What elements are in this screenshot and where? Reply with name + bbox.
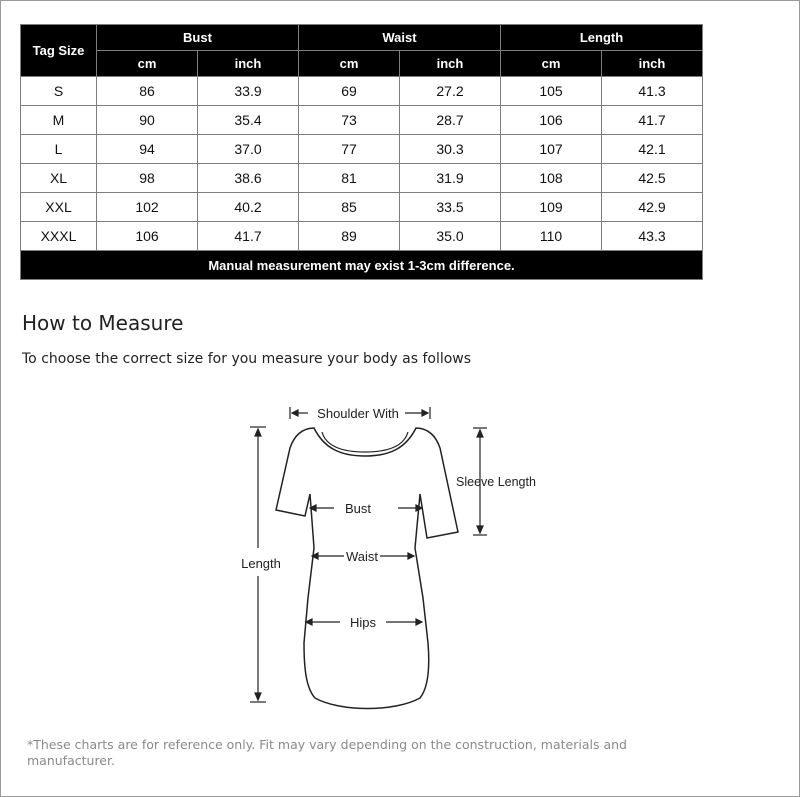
value-cell: 42.1 <box>602 135 703 164</box>
table-row <box>21 106 703 135</box>
value-cell: 41.7 <box>198 222 299 251</box>
value-cell: 107 <box>501 135 602 164</box>
value-cell: 31.9 <box>400 164 501 193</box>
header-bust: Bust <box>97 25 299 51</box>
value-cell: 90 <box>97 106 198 135</box>
table-row <box>21 193 703 222</box>
value-cell: 30.3 <box>400 135 501 164</box>
shoulder-label: Shoulder With <box>317 406 399 421</box>
value-cell: 35.4 <box>198 106 299 135</box>
hips-label: Hips <box>349 615 377 630</box>
value-cell: 86 <box>97 77 198 106</box>
unit-header: inch <box>400 51 501 77</box>
sleeve-length-label: Sleeve Length <box>456 475 536 489</box>
value-cell: 108 <box>501 164 602 193</box>
value-cell: 41.3 <box>602 77 703 106</box>
size-chart-table <box>20 24 703 280</box>
size-cell: XXL <box>21 193 97 222</box>
header-waist: Waist <box>299 25 501 51</box>
size-cell: XL <box>21 164 97 193</box>
table-footer-row <box>21 251 703 280</box>
value-cell: 85 <box>299 193 400 222</box>
value-cell: 28.7 <box>400 106 501 135</box>
size-cell: M <box>21 106 97 135</box>
value-cell: 41.7 <box>602 106 703 135</box>
value-cell: 106 <box>501 106 602 135</box>
waist-label: Waist <box>345 549 379 564</box>
header-length: Length <box>501 25 703 51</box>
table-row <box>21 77 703 106</box>
neckline <box>322 432 408 452</box>
bust-label: Bust <box>344 501 372 516</box>
value-cell: 81 <box>299 164 400 193</box>
table-row <box>21 222 703 251</box>
value-cell: 43.3 <box>602 222 703 251</box>
value-cell: 35.0 <box>400 222 501 251</box>
measurement-diagram <box>230 398 550 718</box>
value-cell: 40.2 <box>198 193 299 222</box>
unit-header: cm <box>97 51 198 77</box>
value-cell: 102 <box>97 193 198 222</box>
unit-header: cm <box>501 51 602 77</box>
unit-header: inch <box>602 51 703 77</box>
value-cell: 42.5 <box>602 164 703 193</box>
value-cell: 33.9 <box>198 77 299 106</box>
size-cell: XXXL <box>21 222 97 251</box>
reference-note: *These charts are for reference only. Fit may vary depending on the construction, materials and manufacturer. <box>27 737 627 768</box>
value-cell: 94 <box>97 135 198 164</box>
value-cell: 37.0 <box>198 135 299 164</box>
measurement-disclaimer: Manual measurement may exist 1-3cm difference. <box>21 251 703 280</box>
value-cell: 110 <box>501 222 602 251</box>
length-label: Length <box>241 556 281 571</box>
value-cell: 109 <box>501 193 602 222</box>
value-cell: 106 <box>97 222 198 251</box>
value-cell: 89 <box>299 222 400 251</box>
dress-outline <box>276 428 458 709</box>
unit-header: inch <box>198 51 299 77</box>
table-row <box>21 135 703 164</box>
size-cell: L <box>21 135 97 164</box>
value-cell: 27.2 <box>400 77 501 106</box>
header-tag-size: Tag Size <box>21 25 97 77</box>
how-to-measure-title: How to Measure <box>22 311 184 335</box>
value-cell: 98 <box>97 164 198 193</box>
value-cell: 105 <box>501 77 602 106</box>
table-row <box>21 164 703 193</box>
value-cell: 42.9 <box>602 193 703 222</box>
value-cell: 38.6 <box>198 164 299 193</box>
how-to-measure-subtitle: To choose the correct size for you measure your body as follows <box>22 351 472 367</box>
size-cell: S <box>21 77 97 106</box>
value-cell: 73 <box>299 106 400 135</box>
value-cell: 69 <box>299 77 400 106</box>
value-cell: 77 <box>299 135 400 164</box>
unit-header: cm <box>299 51 400 77</box>
value-cell: 33.5 <box>400 193 501 222</box>
